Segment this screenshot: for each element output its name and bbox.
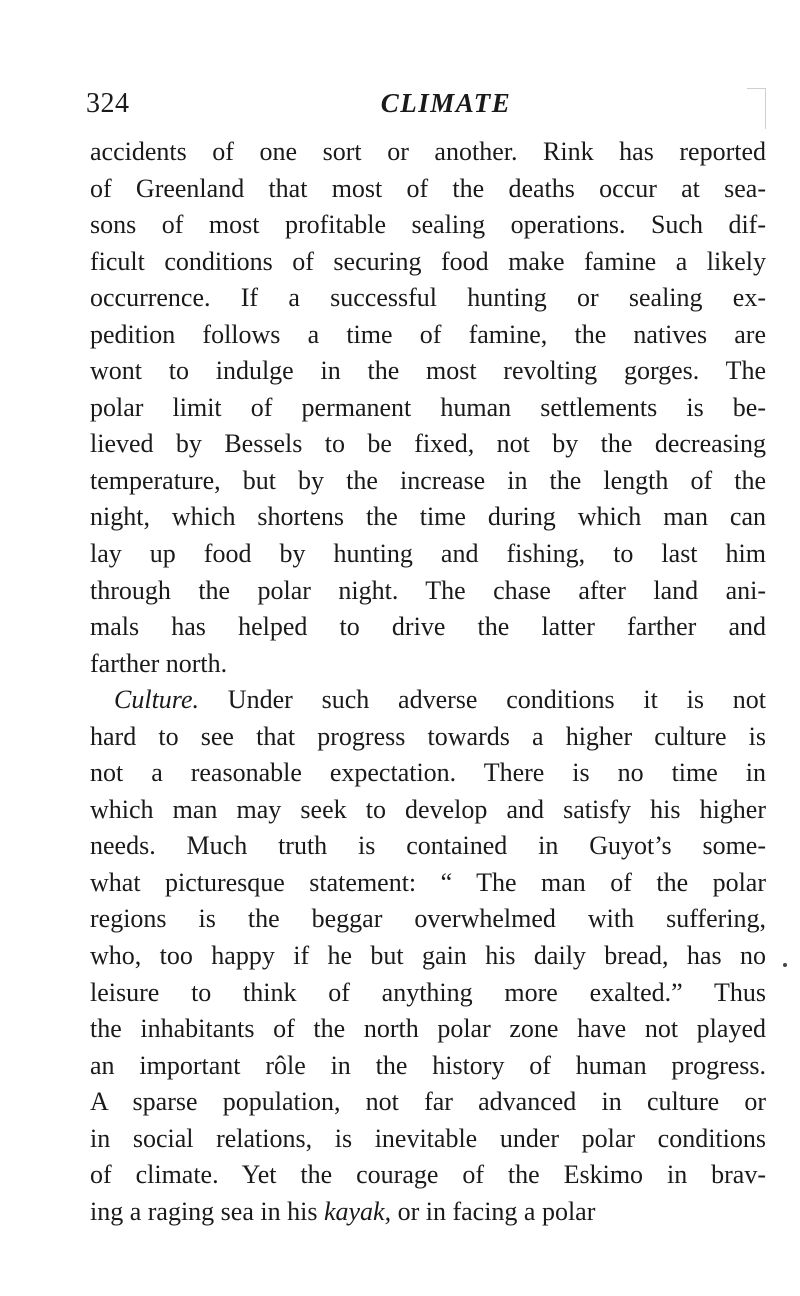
text-line: an important rôle in the history of human progress. xyxy=(90,1050,766,1080)
text-line xyxy=(90,1194,766,1231)
text-line: pedition follows a time of famine, the natives are xyxy=(90,319,766,349)
text-line: needs. Much truth is contained in Guyot’s some- xyxy=(90,831,766,861)
page-header xyxy=(86,88,766,124)
text-line-start: ing a raging sea in his xyxy=(90,1196,324,1226)
text-line: sons of most profitable sealing operations. Such dif- xyxy=(90,210,766,240)
text-line: of climate. Yet the courage of the Eskimo in brav- xyxy=(90,1160,766,1190)
text-line: temperature, but by the increase in the length of the xyxy=(90,465,766,495)
text-line: ficult conditions of securing food make famine a likely xyxy=(90,246,766,276)
text-line: polar limit of permanent human settlements is be- xyxy=(90,392,766,422)
text-line: the inhabitants of the north polar zone have not played xyxy=(90,1014,766,1044)
text-line: through the polar night. The chase after land ani- xyxy=(90,575,766,605)
text-line-end: or in facing a polar xyxy=(391,1196,596,1226)
paragraph-culture-lines xyxy=(90,719,766,1194)
text-line: farther north. xyxy=(90,648,228,678)
text-line: accidents of one sort or another. Rink has reported xyxy=(90,137,766,166)
text-line: not a reasonable expectation. There is no time in xyxy=(90,758,766,788)
text-line: in social relations, is inevitable under polar conditions xyxy=(90,1123,766,1153)
text-line: of Greenland that most of the deaths occur at sea- xyxy=(90,173,766,203)
text-line-rest: Under such adverse conditions it is not xyxy=(198,685,766,715)
text-line: who, too happy if he but gain his daily bread, has no xyxy=(90,941,766,971)
body-text xyxy=(90,134,766,1230)
text-line: regions is the beggar overwhelmed with suffering, xyxy=(90,904,766,934)
text-line: A sparse population, not far advanced in culture or xyxy=(90,1087,766,1117)
text-line: occurrence. If a successful hunting or sealing ex- xyxy=(90,283,766,313)
paragraph-culture xyxy=(90,682,766,1230)
text-line: mals has helped to drive the latter farther and xyxy=(90,612,766,642)
paragraph-famine xyxy=(90,134,766,682)
scan-corner-mark xyxy=(747,88,766,129)
italic-word-kayak: kayak, xyxy=(323,1196,392,1226)
text-line: which man may seek to develop and satisfy his higher xyxy=(90,794,766,824)
margin-mark xyxy=(783,963,787,967)
text-line: what picturesque statement: “ The man of the polar xyxy=(90,867,766,897)
run-in-heading: Culture. xyxy=(114,685,199,715)
running-head: CLIMATE xyxy=(380,88,512,118)
text-line: night, which shortens the time during which man can xyxy=(90,502,766,532)
page-number: 324 xyxy=(86,88,130,119)
text-line: lieved by Bessels to be fixed, not by the decreasing xyxy=(90,429,766,459)
text-line: lay up food by hunting and fishing, to last him xyxy=(90,539,766,569)
text-line xyxy=(90,682,766,719)
text-line: hard to see that progress towards a higher culture is xyxy=(90,721,766,751)
text-line: leisure to think of anything more exalted.” Thus xyxy=(90,977,766,1007)
text-line: wont to indulge in the most revolting gorges. The xyxy=(90,356,766,386)
